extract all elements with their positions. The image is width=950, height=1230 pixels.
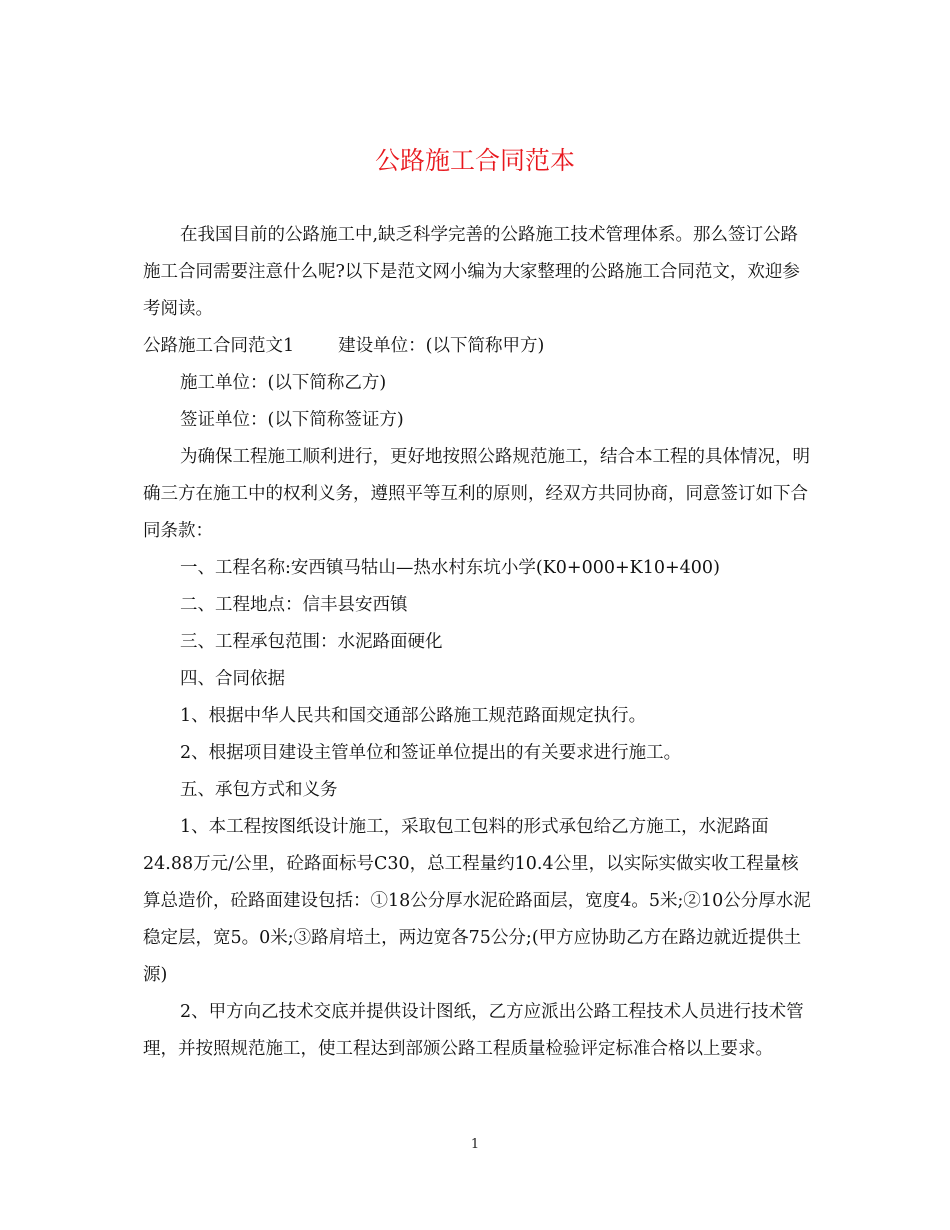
sample-heading: 公路施工合同范文1	[143, 336, 295, 356]
project-scope-line: 三、工程承包范围：水泥路面硬化	[180, 632, 443, 652]
party-c-line: 签证单位：(以下简称签证方)	[180, 410, 404, 430]
document-title: 公路施工合同范本	[374, 146, 575, 175]
preamble-paragraph: 为确保工程施工顺利进行，更好地按照公路规范施工，结合本工程的具体情况，明确三方在施工中的权利义务，遵照平等互利的原则，经双方共同协商，同意签订如下合同条款：	[143, 447, 810, 541]
sample-heading-line	[143, 328, 813, 365]
document-body	[143, 217, 813, 1068]
project-location-line: 二、工程地点：信丰县安西镇	[180, 595, 408, 615]
contract-basis-heading: 四、合同依据	[180, 669, 285, 689]
basis-item-1: 1、根据中华人民共和国交通部公路施工规范路面规定执行。	[180, 706, 647, 726]
project-name-line: 一、工程名称:安西镇马牯山—热水村东坑小学(K0+000+K10+400)	[180, 558, 720, 578]
section-5-heading: 五、承包方式和义务	[180, 780, 338, 800]
clause-2-paragraph: 2、甲方向乙技术交底并提供设计图纸，乙方应派出公路工程技术人员进行技术管理，并按照规范施工，使工程达到部颁公路工程质量检验评定标准合格以上要求。	[143, 1002, 804, 1059]
party-b-line: 施工单位：(以下简称乙方)	[180, 373, 387, 393]
basis-item-2: 2、根据项目建设主管单位和签证单位提出的有关要求进行施工。	[180, 743, 682, 763]
page-number: 1	[470, 1137, 480, 1152]
clause-1-paragraph: 1、本工程按图纸设计施工，采取包工包料的形式承包给乙方施工，水泥路面24.88万元/公里，砼路面标号C30，总工程量约10.4公里，以实际实做实收工程量核算总造价，砼路面建设包括：①18公分厚水泥砼路面层，宽度4。5米;②10公分厚水泥稳定层，宽5。0米;③路肩培土，两边宽各75公分;(甲方应协助乙方在路边就近提供土源)	[143, 817, 811, 985]
intro-paragraph: 在我国目前的公路施工中,缺乏科学完善的公路施工技术管理体系。那么签订公路施工合同需要注意什么呢?以下是范文网小编为大家整理的公路施工合同范文，欢迎参考阅读。	[143, 225, 800, 319]
party-a-line: 建设单位：(以下简称甲方)	[338, 336, 545, 356]
